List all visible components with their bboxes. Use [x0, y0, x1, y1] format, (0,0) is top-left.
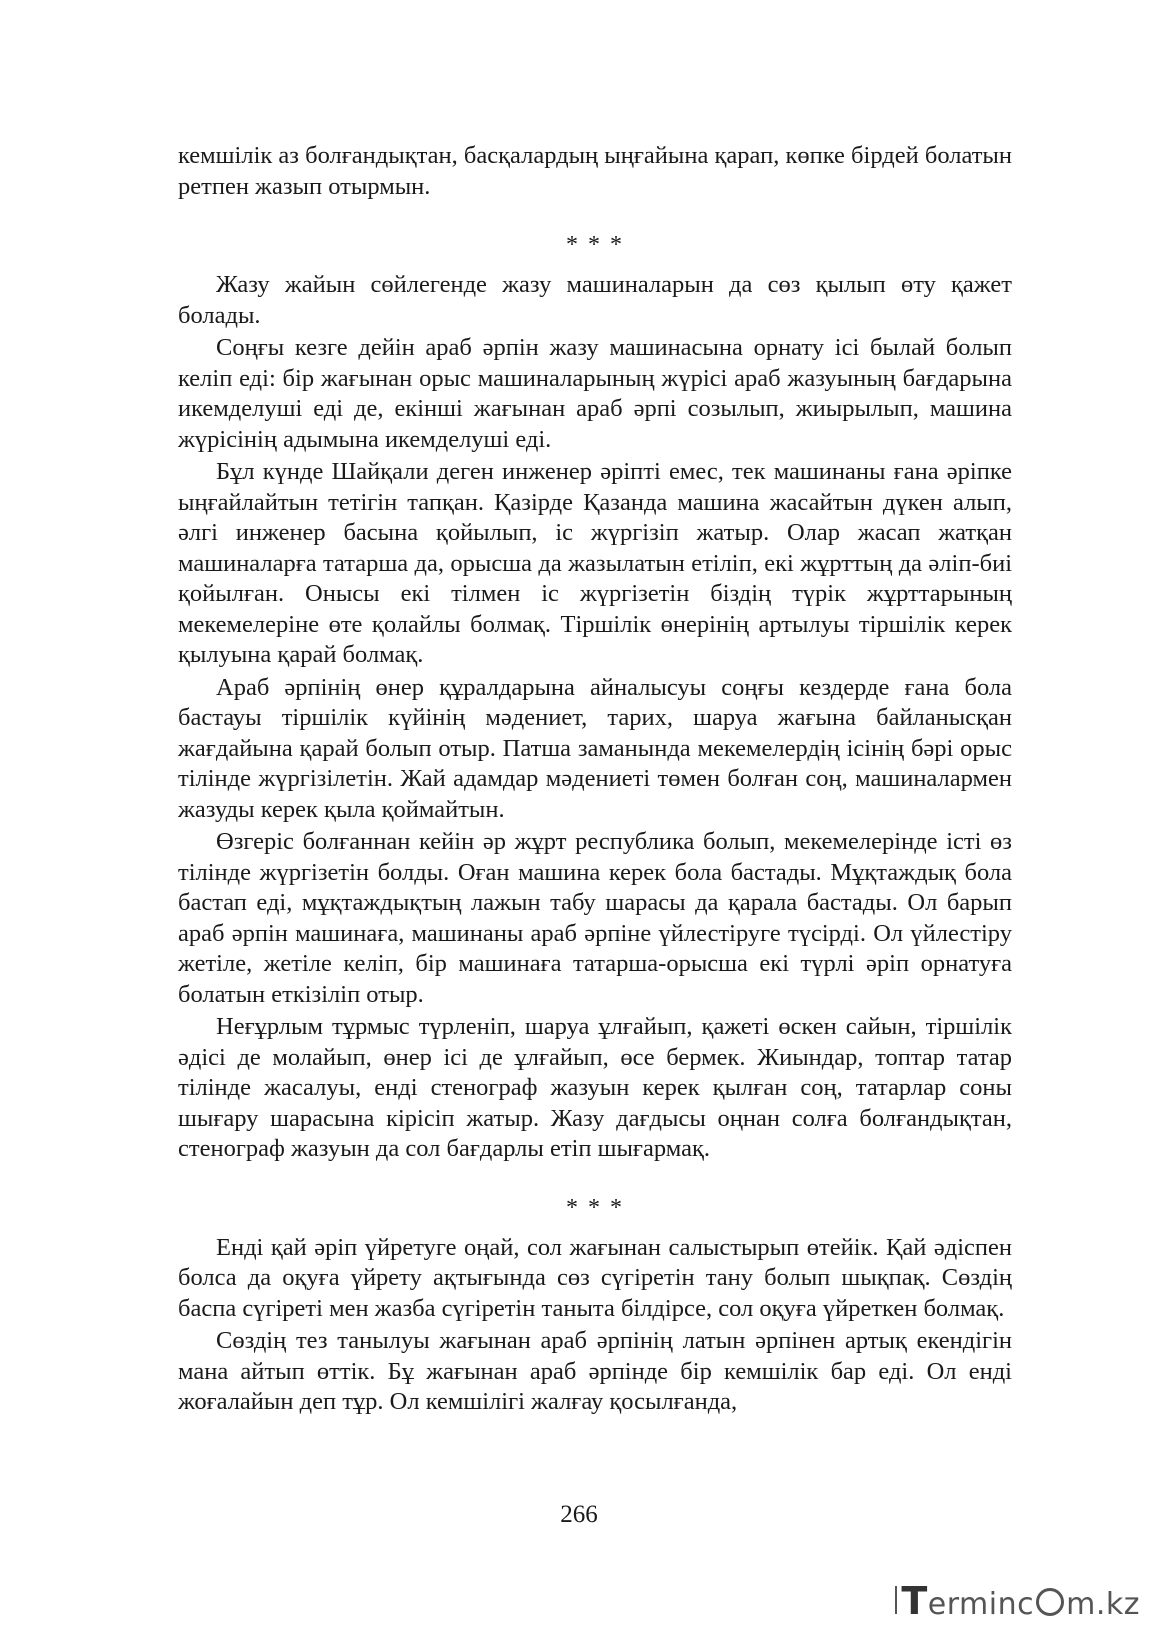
section-separator: * * *	[566, 1194, 624, 1221]
paragraph: Сөздің тез танылуы жағынан араб әрпінің латын әрпінен артық екендігін мана айтып өттік. Бұ жағынан араб әрпінде бір кемшілік бар еді. Ол енді жоғалайын деп тұр. Ол кемшілігі жалғау қосылғанда,	[178, 1327, 1012, 1415]
paragraph: Жазу жайын сөйлегенде жазу машиналарын да сөз қылып өту қажет болады.	[178, 271, 1012, 329]
paragraph: Өзгеріс болғаннан кейін әр жұрт республика болып, мекемелерінде істі өз тілінде жүргізетін болды. Оған машина керек бола бастады. Мұқтаждық бола бастап еді, мұқтаждықтың лажын табу шарасы да қарала бастады. Ол барып араб әрпін машинаға, машинаны араб әрпіне үйлестіруге түсірді. Ол үйлестіру жетіле, жетіле келіп, бір машинаға татарша-орысша екі түрлі әріп орнатуға болатын еткізіліп отыр.	[178, 828, 1012, 1008]
paragraph-group-middle	[178, 270, 1012, 1165]
logo-bar	[895, 1586, 897, 1614]
logo-letter: T	[901, 1579, 928, 1623]
paragraph: Соңғы кезге дейін араб әрпін жазу машинасына орнату ісі былай болып келіп еді: бір жағынан орыс машиналарының жүрісі араб жазуының бағдарына икемделуші еді де, екінші жағынан араб әрпі созылып, жиырылып, машина жүрісінің адымына икемделуші еді.	[178, 334, 1012, 453]
page-body	[178, 141, 1012, 1418]
watermark-logo	[891, 1579, 1140, 1623]
paragraph: кемшілік аз болғандықтан, басқалардың ыңғайына қарап, көпке бірдей болатын ретпен жазып отырмын.	[178, 142, 1012, 200]
paragraph: Енді қай әріп үйретуге оңай, сол жағынан салыстырып өтейік. Қай әдіспен болса да оқуға үйрету ақтығында сөз сүгіретін тану болып шықпақ. Сөздің баспа сүгіреті мен жазба сүгіретін таныта білдірсе, сол оқуға үйреткен болмақ.	[178, 1233, 1012, 1322]
logo-domain: m.kz	[1066, 1587, 1140, 1622]
logo-text: erminc	[927, 1587, 1035, 1622]
section-separator: * * *	[566, 232, 624, 258]
paragraph-group-top	[178, 141, 1012, 202]
paragraph-group-bottom	[178, 1233, 1012, 1418]
page-number: 266	[560, 1501, 598, 1528]
paragraph: Неғұрлым тұрмыс түрленіп, шаруа ұлғайып, қажеті өскен сайын, тіршілік әдісі де молайып, өнер ісі де ұлғайып, өсе бермек. Жиындар, топтар татар тілінде жасалуы, енді стенограф жазуын керек қылған соң, татарлар соны шығару шарасына кірісіп жатыр. Жазу дағдысы оңнан солға болғандықтан, стенограф жазуын да сол бағдарлы етіп шығармақ.	[178, 1013, 1012, 1162]
paragraph: Араб әрпінің өнер құралдарына айналысуы соңғы кездерде ғана бола бастауы тіршілік күйінің мәдениет, тарих, шаруа жағына байланысқан жағдайына қарай болып отыр. Патша заманында мекемелердің ісінің бәрі орыс тілінде жүргізілетін. Жай адамдар мәдениеті төмен болған соң, машиналармен жазуды керек қыла қоймайтын.	[178, 673, 1012, 823]
magnifier-o-icon	[1036, 1588, 1064, 1616]
paragraph: Бұл күнде Шайқали деген инженер әріпті емес, тек машинаны ғана әріпке ыңғайлайтын тетігін тапқан. Қазірде Қазанда машина жасайтын дүкен алып, әлгі инженер басына қойылып, іс жүргізіп жатыр. Олар жасап жатқан машиналарға татарша да, орысша да жазылатын етіліп, екі жұрттың да әліп-биі қойылған. Онысы екі тілмен іс жүргізетін біздің түрік жұрттарының мекемелеріне өте қолайлы болмақ. Тіршілік өнерінің артылуы тіршілік керек қылуына қарай болмақ.	[178, 458, 1012, 668]
